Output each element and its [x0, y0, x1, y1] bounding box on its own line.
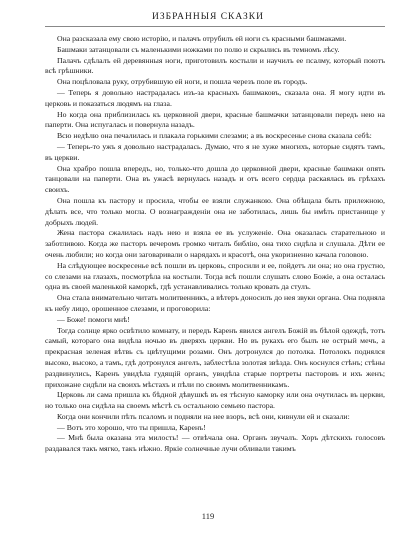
paragraph: — Теперь я довольно настрадалась изъ-за красныхъ башмаковъ, сказала она. Я могу идти въ церковь и показаться людямъ на глаза. — [45, 87, 385, 108]
paragraph: Она храбро пошла впередъ, но, только-что дошла до церковной двери, красные башмаки опять танцовали на паперти. Она въ ужасѣ вернулась назадъ и отъ всего сердца раскаялась въ грѣхахъ своихъ. — [45, 163, 385, 195]
paragraph: Она стала внимательно читать молитвенникъ, а вѣтеръ доносилъ до нея звуки органа. Она подняла къ небу лицо, орошенное слезами, и проговорила: — [45, 293, 385, 313]
paragraph: Она разсказала ему свою исторію, и палачъ отрубилъ ей ноги съ красными башмаками. — [57, 34, 347, 43]
page-number: 119 — [201, 511, 215, 521]
paragraph: Всю недѣлю она печалилась и плакала горькими слезами; а въ воскресенье снова сказала себѣ: — [57, 131, 372, 141]
paragraph: Она поцѣловала руку, отрубившую ей ноги, и пошла черезъ поле въ городъ. — [57, 77, 308, 87]
paragraph: На слѣдующее воскресенье всѣ пошли въ церковь, спросили и ее, пойдетъ ли она; но она грустно, со слезами на глазахъ, посмотрѣла на костыли. Тогда всѣ пошли слушать слово Божіе, а она осталась одна въ своей маленькой каморкѣ, гдѣ устанавливались только кровать да стулъ. — [45, 260, 385, 292]
paragraph: Жена пастора сжалилась надъ нею и взяла ее въ услуженіе. Она оказалась старательною и заботливою. Когда же пасторъ вечеромъ громко читалъ библію, она тихо сидѣла и слушала. Дѣти ее очень любили; но когда они заговаривали о нарядахъ и красотѣ, она укоризненно качала головою. — [45, 228, 385, 259]
paragraph: Она пошла къ пастору и просила, чтобы ее взяли служанкою. Она обѣщала быть прилежною, дѣлать все, что только могла. О вознагражденіи она не заботилась, лишь бы имѣть пристанище у добрыхъ людей. — [45, 195, 385, 227]
paragraph: Когда они кончили пѣть псаломъ и подняли на нее взоръ, всѣ они, кивнули ей и сказали: — [57, 411, 350, 421]
paragraph: — Вотъ это хорошо, что ты пришла, Каренъ! — [57, 422, 206, 432]
paragraph: Башмаки затанцовали съ маленькими ножками по полю и скрылись въ темномъ лѣсу. — [57, 44, 340, 54]
paragraph: — Мнѣ была оказана эта милость! — отвѣчала она. Органъ звучалъ. Хоръ дѣтскихъ голосовъ раздавался такъ мягко, такъ нѣжно. Яркіе солнечные лучи обливали такимъ — [45, 433, 385, 454]
paragraph: Церковь ли сама пришла къ бѣдной дѣвушкѣ въ ея тѣсную каморку или она очутилась въ церкви, но только она сидѣла на своемъ мѣстѣ съ остальною семьею пастора. — [45, 390, 385, 411]
page-body — [45, 34, 385, 455]
header-rule — [45, 26, 385, 27]
paragraph: — Теперь-то ужъ я довольно настрадалась. Думаю, что я не хуже многихъ, которые сидятъ тамъ, въ церкви. — [45, 141, 385, 162]
paragraph: Но когда она приблизилась къ церковной двери, красные башмачки затанцовали передъ нею на паперти. Она испугалась и повернула назадъ. — [45, 109, 385, 130]
running-header: ИЗБРАННЫЯ СКАЗКИ — [152, 12, 264, 22]
paragraph: Тогда солнце ярко освѣтило комнату, и передъ Каренъ явился ангелъ Божій въ бѣлой одеждѣ, тотъ самый, котораго она видѣла ночью въ дверяхъ церкви. Но въ рукахъ его былъ не острый мечъ, а прекрасная зеленая вѣтвь съ цвѣтущими розами. Онъ дотронулся до потолка. Потолокъ поднялся высоко, высоко, а тамъ, гдѣ дотронулся ангелъ, заблестѣла золотая звѣзда. Онъ коснулся стѣнъ; стѣны раздвинулись, Каренъ увидѣла гудящій органъ, увидѣла старые портреты пасторовъ и ихъ женъ; прихожане сидѣли на своихъ мѣстахъ и пѣли по своимъ молитвенникамъ. — [45, 325, 385, 389]
paragraph: — Боже! помоги мнѣ! — [57, 314, 130, 324]
paragraph: Палачъ сдѣлалъ ей деревянныя ноги, приготовилъ костыли и научилъ ее псалму, который поютъ всѣ грѣшники. — [45, 55, 385, 76]
